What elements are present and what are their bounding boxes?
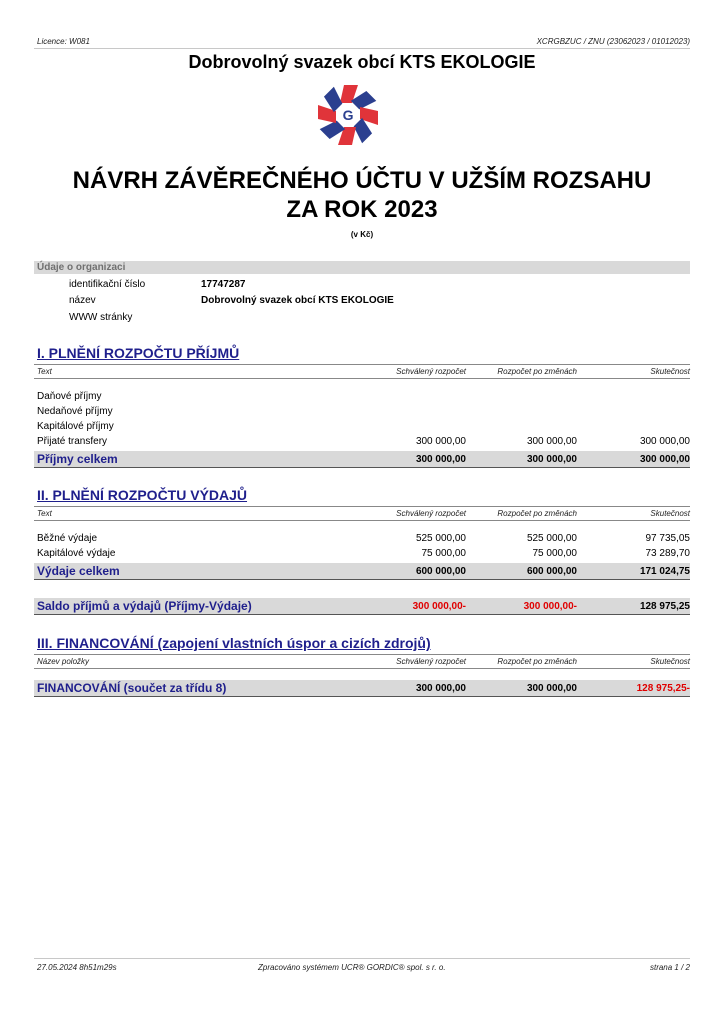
financing-header-top-line (34, 654, 690, 655)
income-col-approved: Schválený rozpočet (396, 367, 466, 376)
income-row-transfers-approved: 300 000,00 (415, 436, 466, 447)
expenses-row-capital-actual: 73 289,70 (645, 548, 690, 559)
income-col-text: Text (37, 367, 52, 376)
expenses-header-bottom-line (34, 520, 690, 521)
income-total-approved: 300 000,00 (415, 454, 466, 465)
income-row-tax-label: Daňové příjmy (37, 391, 102, 402)
org-web-label: WWW stránky (69, 312, 133, 323)
expenses-header-top-line (34, 506, 690, 507)
org-name-value: Dobrovolný svazek obcí KTS EKOLOGIE (201, 295, 394, 306)
document-title (0, 166, 724, 224)
financing-total-actual: 128 975,25- (636, 683, 690, 694)
expenses-col-text: Text (37, 509, 52, 518)
currency-unit: (v Kč) (350, 230, 374, 239)
org-id-label: identifikační číslo (69, 279, 146, 290)
org-id-value: 17747287 (201, 279, 246, 290)
income-col-after-changes: Rozpočet po změnách (497, 367, 577, 376)
balance-approved: 300 000,00- (412, 601, 466, 612)
balance-label: Saldo příjmů a výdajů (Příjmy-Výdaje) (37, 599, 252, 613)
organization-title: Dobrovolný svazek obcí KTS EKOLOGIE (188, 52, 536, 72)
expenses-col-after-changes: Rozpočet po změnách (497, 509, 577, 518)
org-info-header: Údaje o organizaci (34, 261, 690, 274)
title-line-2: ZA ROK 2023 (286, 196, 438, 223)
footer-page-number: strana 1 / 2 (649, 963, 690, 972)
financing-total-approved: 300 000,00 (415, 683, 466, 694)
footer-system: Zpracováno systémem UCR® GORDIC® spol. s r. o. (258, 963, 446, 972)
expenses-total-label: Výdaje celkem (37, 564, 120, 578)
expenses-section-title: II. PLNĚNÍ ROZPOČTU VÝDAJŮ (37, 487, 248, 503)
expenses-row-current-label: Běžné výdaje (37, 533, 98, 544)
financing-col-approved: Schválený rozpočet (396, 657, 466, 666)
financing-col-after-changes: Rozpočet po změnách (497, 657, 577, 666)
gordic-logo (315, 82, 381, 148)
org-name-label: název (69, 295, 96, 306)
income-col-actual: Skutečnost (650, 367, 690, 376)
financing-total-label: FINANCOVÁNÍ (součet za třídu 8) (37, 681, 227, 695)
expenses-row-current-after-changes: 525 000,00 (526, 533, 577, 544)
expenses-total-actual: 171 024,75 (639, 566, 690, 577)
footer-divider (34, 958, 690, 959)
expenses-total-approved: 600 000,00 (415, 566, 466, 577)
financing-header-bottom-line (34, 668, 690, 669)
footer-timestamp: 27.05.2024 8h51m29s (37, 963, 117, 972)
title-line-1: NÁVRH ZÁVĚREČNÉHO ÚČTU V UŽŠÍM ROZSAHU (72, 167, 652, 194)
expenses-row-current-approved: 525 000,00 (415, 533, 466, 544)
header-divider (34, 48, 690, 49)
expenses-row-capital-after-changes: 75 000,00 (532, 548, 577, 559)
licence-text: Licence: W081 (37, 37, 90, 46)
income-total-after-changes: 300 000,00 (526, 454, 577, 465)
financing-col-name: Název položky (37, 657, 90, 666)
expenses-col-approved: Schválený rozpočet (396, 509, 466, 518)
income-row-transfers-actual: 300 000,00 (639, 436, 690, 447)
income-row-transfers-label: Přijaté transfery (37, 436, 108, 447)
expenses-col-actual: Skutečnost (650, 509, 690, 518)
income-header-bottom-line (34, 378, 690, 379)
income-section-title: I. PLNĚNÍ ROZPOČTU PŘÍJMŮ (37, 345, 240, 361)
expenses-row-capital-label: Kapitálové výdaje (37, 548, 116, 559)
financing-total-after-changes: 300 000,00 (526, 683, 577, 694)
income-row-capital-label: Kapitálové příjmy (37, 421, 114, 432)
expenses-row-capital-approved: 75 000,00 (421, 548, 466, 559)
income-total-actual: 300 000,00 (639, 454, 690, 465)
balance-after-changes: 300 000,00- (523, 601, 577, 612)
income-total-label: Příjmy celkem (37, 452, 118, 466)
balance-actual: 128 975,25 (639, 601, 690, 612)
expenses-total-row (34, 563, 690, 580)
logo-letter: G (342, 107, 354, 123)
financing-section-title: III. FINANCOVÁNÍ (zapojení vlastních úspor a cizích zdrojů) (37, 635, 431, 651)
expenses-row-current-actual: 97 735,05 (645, 533, 690, 544)
expenses-total-after-changes: 600 000,00 (526, 566, 577, 577)
document-code: XCRGBZUC / ZNU (23062023 / 01012023) (536, 37, 690, 46)
financing-col-actual: Skutečnost (650, 657, 690, 666)
income-row-nontax-label: Nedaňové příjmy (37, 406, 113, 417)
income-total-row (34, 451, 690, 468)
income-header-top-line (34, 364, 690, 365)
income-row-transfers-after-changes: 300 000,00 (526, 436, 577, 447)
